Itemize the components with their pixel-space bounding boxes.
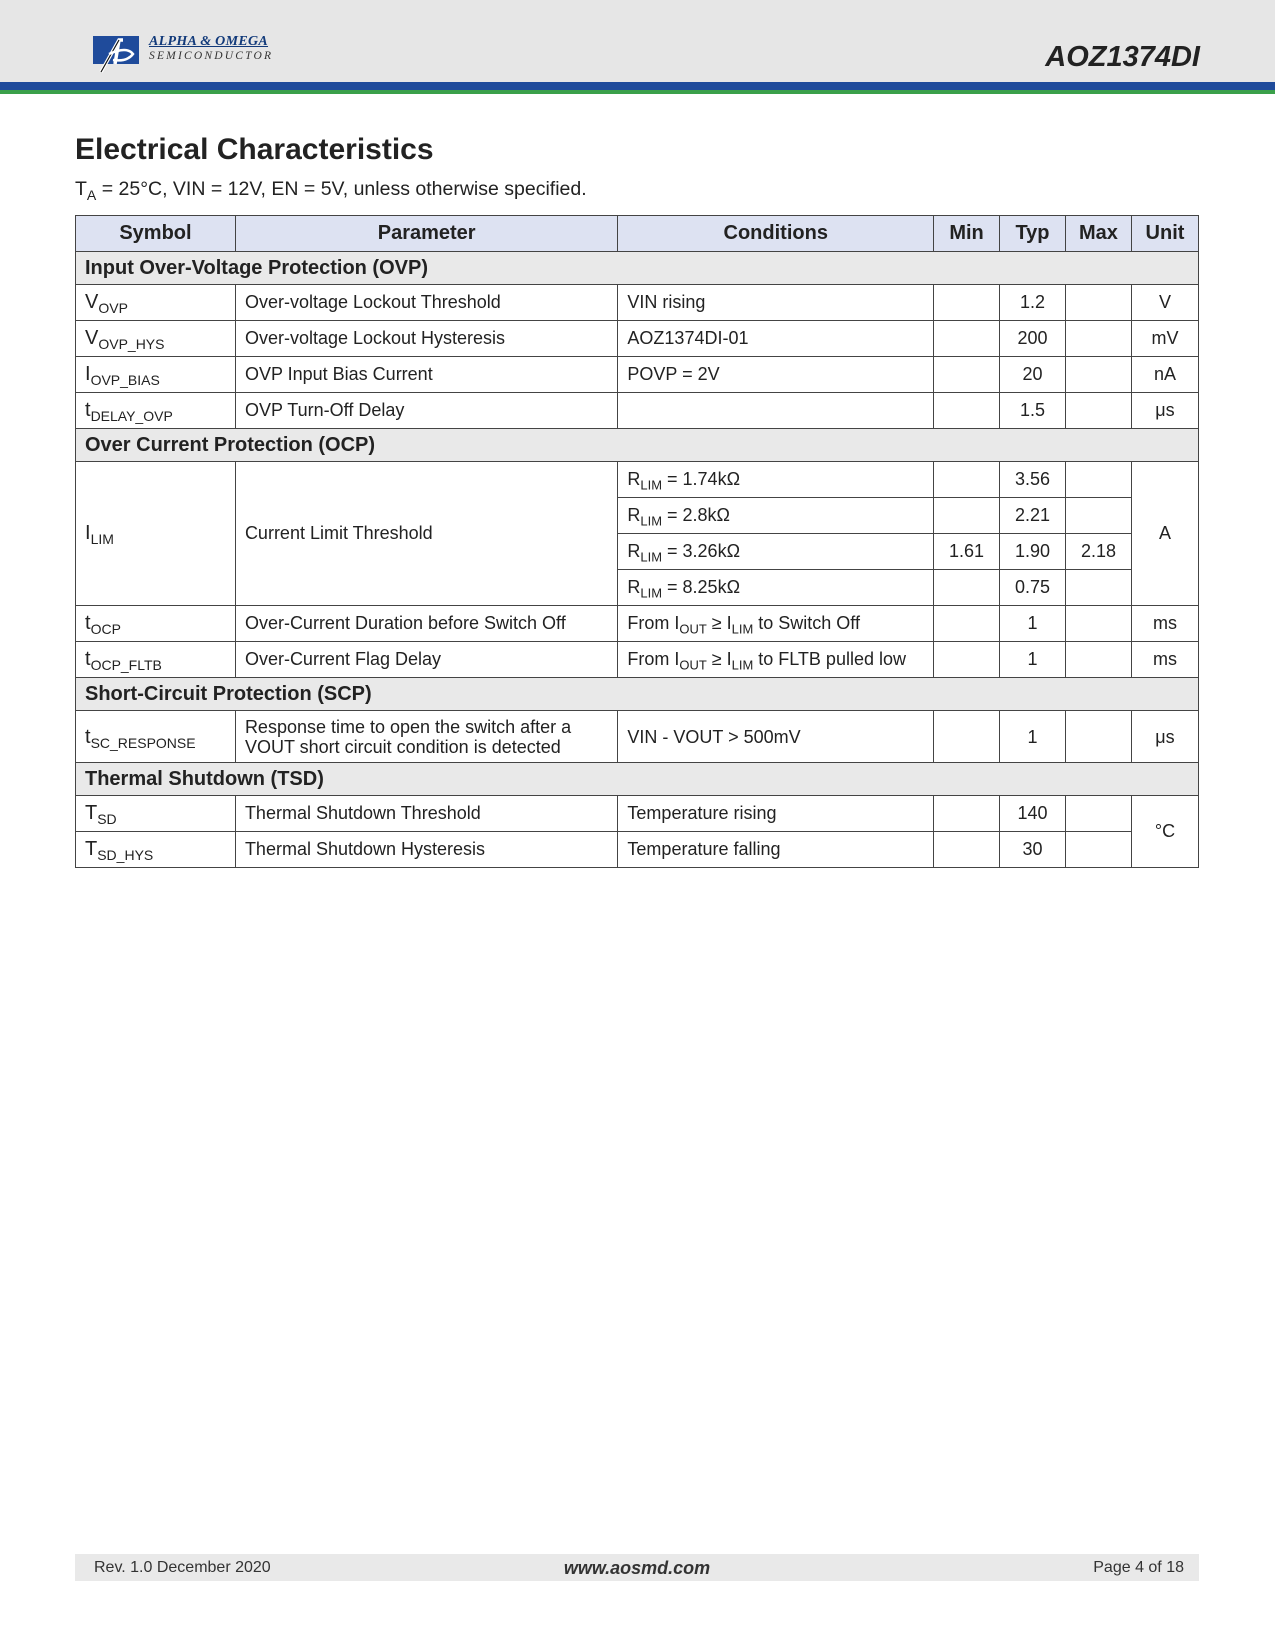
param-line-2: VOUT short circuit condition is detected <box>244 736 561 757</box>
unit-cell: ms <box>1131 642 1198 678</box>
cond-text: to Switch Off <box>753 613 860 633</box>
cond-sub: OUT <box>679 657 707 673</box>
table-row <box>76 285 1199 321</box>
table-row <box>76 796 1199 832</box>
section-row-ocp <box>76 429 1199 462</box>
cond-sub: LIM <box>731 621 754 637</box>
conditions-cell <box>618 498 934 534</box>
cond-text: = 2.8kΩ <box>662 505 731 525</box>
electrical-characteristics-table <box>75 215 1199 868</box>
section-row-scp <box>76 678 1199 711</box>
cond-text: = 1.74kΩ <box>662 469 741 489</box>
typ-cell: 1.90 <box>1000 534 1066 570</box>
logo-line-2: SEMICONDUCTOR <box>149 50 274 62</box>
table-header-row <box>76 216 1199 252</box>
symbol-cell <box>76 642 236 678</box>
min-cell <box>934 796 1000 832</box>
max-cell <box>1065 570 1131 606</box>
table-row <box>76 642 1199 678</box>
symbol-cell <box>76 832 236 868</box>
min-cell <box>934 321 1000 357</box>
col-parameter: Parameter <box>235 216 617 252</box>
symbol-sub: SD <box>97 810 117 827</box>
unit-cell: μs <box>1131 393 1198 429</box>
revision-date: Rev. 1.0 December 2020 <box>94 1559 271 1576</box>
unit-cell: V <box>1131 285 1198 321</box>
cond-sub: LIM <box>640 477 663 493</box>
symbol-sub: SD_HYS <box>97 846 154 863</box>
max-cell <box>1065 285 1131 321</box>
max-cell <box>1065 498 1131 534</box>
table-row <box>76 357 1199 393</box>
parameter-cell: Current Limit Threshold <box>235 462 617 606</box>
symbol: V <box>85 327 99 349</box>
typ-cell: 0.75 <box>1000 570 1066 606</box>
symbol-sub: LIM <box>90 530 114 547</box>
section-title-scp: Short-Circuit Protection (SCP) <box>76 678 1199 711</box>
typ-cell: 140 <box>1000 796 1066 832</box>
min-cell <box>934 285 1000 321</box>
table-row <box>76 462 1199 498</box>
max-cell <box>1065 606 1131 642</box>
cond-text: R <box>627 577 641 597</box>
parameter-cell: Over-voltage Lockout Threshold <box>235 285 617 321</box>
typ-cell: 200 <box>1000 321 1066 357</box>
symbol-sub: OVP_BIAS <box>90 371 160 388</box>
typ-cell: 2.21 <box>1000 498 1066 534</box>
table-row <box>76 321 1199 357</box>
cond-text: ≥ I <box>706 613 732 633</box>
col-unit: Unit <box>1131 216 1198 252</box>
unit-cell: A <box>1131 462 1198 606</box>
cond-text: R <box>627 541 641 561</box>
cond-t: T <box>75 178 87 200</box>
max-cell <box>1065 796 1131 832</box>
min-cell <box>934 462 1000 498</box>
unit-cell: nA <box>1131 357 1198 393</box>
conditions-cell: AOZ1374DI-01 <box>618 321 934 357</box>
unit-cell: °C <box>1131 796 1198 868</box>
symbol-sub: SC_RESPONSE <box>90 734 196 751</box>
param-line-1: Response time to open the switch after a <box>244 716 572 737</box>
parameter-cell: Over-voltage Lockout Hysteresis <box>235 321 617 357</box>
parameter-cell: OVP Input Bias Current <box>235 357 617 393</box>
max-cell <box>1065 393 1131 429</box>
website-link[interactable]: www.aosmd.com <box>563 1558 711 1578</box>
section-row-ovp <box>76 252 1199 285</box>
symbol-cell <box>76 357 236 393</box>
cond-sub: LIM <box>640 549 663 565</box>
min-cell <box>934 570 1000 606</box>
symbol-cell <box>76 393 236 429</box>
symbol: t <box>85 725 91 748</box>
section-row-tsd <box>76 763 1199 796</box>
symbol: T <box>85 838 98 860</box>
parameter-cell: Over-Current Duration before Switch Off <box>235 606 617 642</box>
symbol: I <box>85 522 91 544</box>
col-min: Min <box>934 216 1000 252</box>
cond-text: = 3.26kΩ <box>662 541 741 561</box>
cond-text: = 8.25kΩ <box>662 577 741 597</box>
table-row <box>76 711 1199 763</box>
max-cell <box>1065 711 1131 763</box>
symbol-cell <box>76 606 236 642</box>
parameter-cell: Over-Current Flag Delay <box>235 642 617 678</box>
symbol-sub: OVP <box>98 299 128 316</box>
col-typ: Typ <box>1000 216 1066 252</box>
typ-cell: 1 <box>1000 642 1066 678</box>
conditions-cell: VIN - VOUT > 500mV <box>618 711 934 763</box>
conditions-cell: Temperature rising <box>618 796 934 832</box>
conditions-cell <box>618 462 934 498</box>
conditions-cell: POVP = 2V <box>618 357 934 393</box>
symbol-cell <box>76 462 236 606</box>
table-row <box>76 393 1199 429</box>
symbol: t <box>85 399 91 421</box>
cond-text: ≥ I <box>706 649 732 669</box>
symbol-sub: OCP <box>90 620 121 637</box>
max-cell <box>1065 642 1131 678</box>
min-cell <box>934 832 1000 868</box>
max-cell: 2.18 <box>1065 534 1131 570</box>
typ-cell: 3.56 <box>1000 462 1066 498</box>
section-title-ocp: Over Current Protection (OCP) <box>76 429 1199 462</box>
symbol: t <box>85 648 91 670</box>
symbol: T <box>85 802 98 824</box>
page-number: Page 4 of 18 <box>1093 1559 1184 1576</box>
min-cell <box>934 711 1000 763</box>
section-title-tsd: Thermal Shutdown (TSD) <box>76 763 1199 796</box>
conditions-cell <box>618 534 934 570</box>
min-cell: 1.61 <box>934 534 1000 570</box>
max-cell <box>1065 462 1131 498</box>
cond-sub: LIM <box>731 657 754 673</box>
conditions-cell: VIN rising <box>618 285 934 321</box>
symbol-sub: DELAY_OVP <box>90 407 173 424</box>
logo-wordmark <box>149 34 273 63</box>
part-number: AOZ1374DI <box>1045 41 1200 73</box>
conditions-cell <box>618 606 934 642</box>
cond-text: R <box>627 505 641 525</box>
header-band-blue <box>0 82 1275 90</box>
symbol-cell <box>76 796 236 832</box>
cond-rest: = 25°C, VIN = 12V, EN = 5V, unless otherwise specified. <box>96 178 587 200</box>
max-cell <box>1065 357 1131 393</box>
min-cell <box>934 357 1000 393</box>
symbol: t <box>85 612 91 634</box>
cond-text: From I <box>627 649 680 669</box>
page-header <box>0 0 1275 82</box>
parameter-cell: OVP Turn-Off Delay <box>235 393 617 429</box>
col-conditions: Conditions <box>618 216 934 252</box>
unit-cell: ms <box>1131 606 1198 642</box>
typ-cell: 1.2 <box>1000 285 1066 321</box>
typ-cell: 20 <box>1000 357 1066 393</box>
logo-line-1: ALPHA & OMEGA <box>149 34 269 49</box>
max-cell <box>1065 321 1131 357</box>
cond-sub: LIM <box>640 513 663 529</box>
table-row <box>76 606 1199 642</box>
cond-text: From I <box>627 613 680 633</box>
typ-cell: 1 <box>1000 606 1066 642</box>
header-band-green <box>0 90 1275 94</box>
symbol-sub: OCP_FLTB <box>90 656 162 673</box>
cond-text: to FLTB pulled low <box>753 649 906 669</box>
conditions-cell <box>618 570 934 606</box>
parameter-cell: Thermal Shutdown Hysteresis <box>235 832 617 868</box>
symbol-sub: OVP_HYS <box>98 335 165 352</box>
symbol-cell <box>76 285 236 321</box>
min-cell <box>934 606 1000 642</box>
min-cell <box>934 498 1000 534</box>
typ-cell: 1 <box>1000 711 1066 763</box>
alpha-omega-logo-icon <box>93 34 143 74</box>
page-footer <box>75 1554 1199 1581</box>
section-title: Electrical Characteristics <box>75 133 434 166</box>
cond-t-sub: A <box>86 186 97 203</box>
section-title-ovp: Input Over-Voltage Protection (OVP) <box>76 252 1199 285</box>
symbol: V <box>85 291 99 313</box>
symbol-cell <box>76 711 236 763</box>
conditions-cell: Temperature falling <box>618 832 934 868</box>
conditions-cell <box>618 393 934 429</box>
conditions-cell <box>618 642 934 678</box>
cond-sub: LIM <box>640 585 663 601</box>
min-cell <box>934 393 1000 429</box>
test-conditions <box>75 178 587 201</box>
col-symbol: Symbol <box>76 216 236 252</box>
cond-sub: OUT <box>679 621 707 637</box>
table-row <box>76 832 1199 868</box>
unit-cell: μs <box>1131 711 1198 763</box>
parameter-cell <box>235 711 617 763</box>
parameter-cell: Thermal Shutdown Threshold <box>235 796 617 832</box>
typ-cell: 30 <box>1000 832 1066 868</box>
symbol: I <box>85 363 91 385</box>
max-cell <box>1065 832 1131 868</box>
symbol-cell <box>76 321 236 357</box>
cond-text: R <box>627 469 641 489</box>
col-max: Max <box>1065 216 1131 252</box>
min-cell <box>934 642 1000 678</box>
unit-cell: mV <box>1131 321 1198 357</box>
typ-cell: 1.5 <box>1000 393 1066 429</box>
